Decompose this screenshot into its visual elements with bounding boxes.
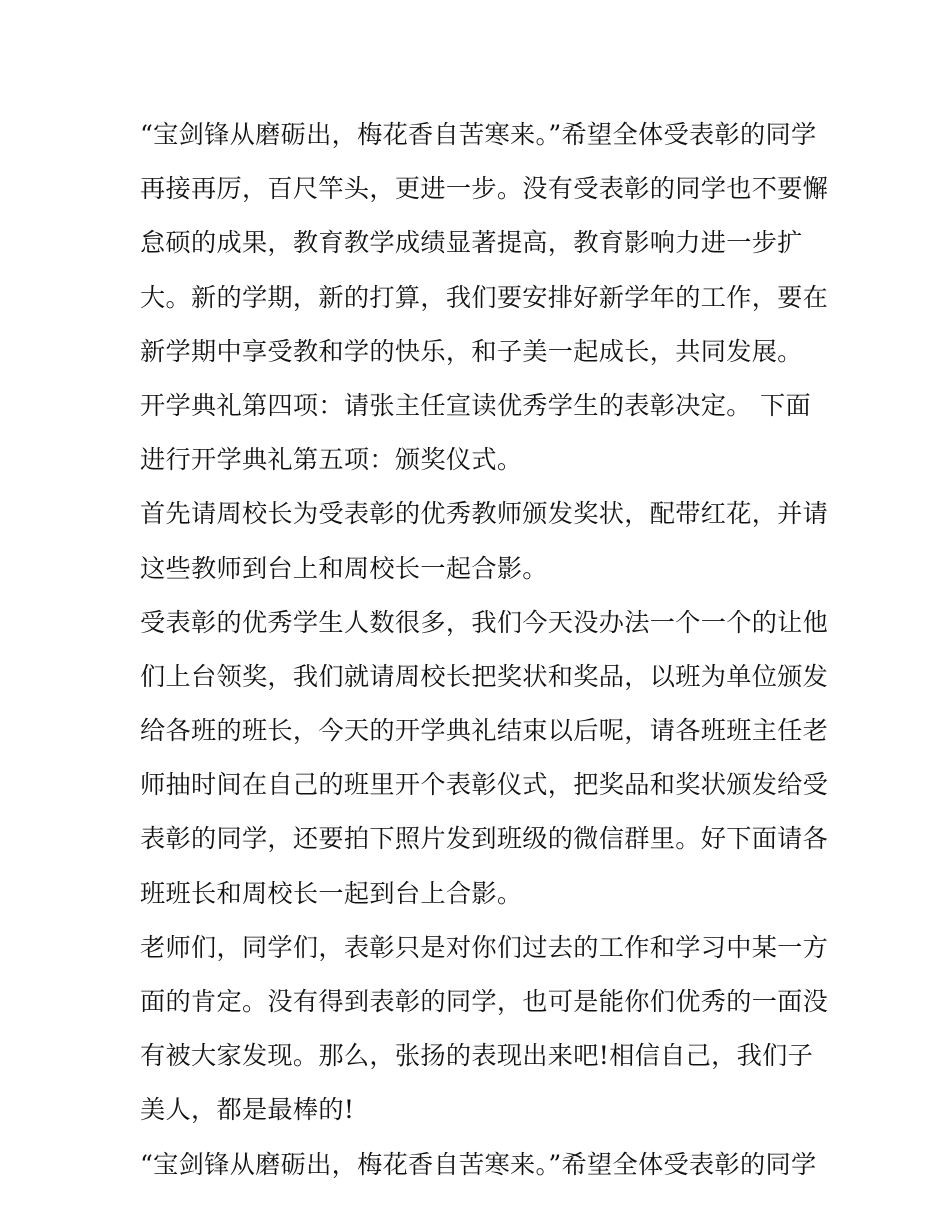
text-line: 再接再厉，百尺竿头，更进一步。没有受表彰的同学也不要懈 bbox=[140, 174, 829, 204]
text-line: 老师们，同学们，表彰只是对你们过去的工作和学习中某一方 bbox=[140, 932, 829, 962]
text-line: 怠硕的成果，教育教学成绩显著提高，教育影响力进一步扩 bbox=[140, 228, 803, 258]
text-line: 这些教师到台上和周校长一起合影。 bbox=[140, 553, 548, 583]
document-body bbox=[140, 108, 829, 1192]
text-line: 班班长和周校长一起到台上合影。 bbox=[140, 878, 523, 908]
text-line: 们上台领奖，我们就请周校长把奖状和奖品，以班为单位颁发 bbox=[140, 661, 829, 691]
text-line: 面的肯定。没有得到表彰的同学，也可是能你们优秀的一面没 bbox=[140, 987, 829, 1016]
text-line: 新学期中享受教和学的快乐，和子美一起成长，共同发展。 bbox=[140, 336, 803, 366]
text-line: “宝剑锋从磨砺出，梅花香自苦寒来。”希望全体受表彰的同学 bbox=[140, 120, 817, 149]
text-line: 受表彰的优秀学生人数很多，我们今天没办法一个一个的让他 bbox=[140, 607, 829, 637]
text-line: 给各班的班长，今天的开学典礼结束以后呢，请各班班主任老 bbox=[140, 716, 829, 746]
text-line: 进行开学典礼第五项：颁奖仪式。 bbox=[140, 445, 523, 475]
text-line: 有被大家发现。那么，张扬的表现出来吧!相信自己，我们子 bbox=[140, 1041, 814, 1071]
text-line: 开学典礼第四项：请张主任宣读优秀学生的表彰决定。 下面 bbox=[140, 390, 811, 420]
text-line: 表彰的同学，还要拍下照片发到班级的微信群里。好下面请各 bbox=[140, 824, 829, 854]
text-line: 大。新的学期，新的打算，我们要安排好新学年的工作，要在 bbox=[140, 282, 829, 312]
text-line: “宝剑锋从磨砺出，梅花香自苦寒来。”希望全体受表彰的同学 bbox=[140, 1149, 817, 1179]
text-line: 首先请周校长为受表彰的优秀教师颁发奖状，配带红花，并请 bbox=[140, 499, 829, 529]
text-line: 师抽时间在自己的班里开个表彰仪式，把奖品和奖状颁发给受 bbox=[140, 770, 829, 800]
text-line: 美人，都是最棒的! bbox=[140, 1095, 355, 1125]
